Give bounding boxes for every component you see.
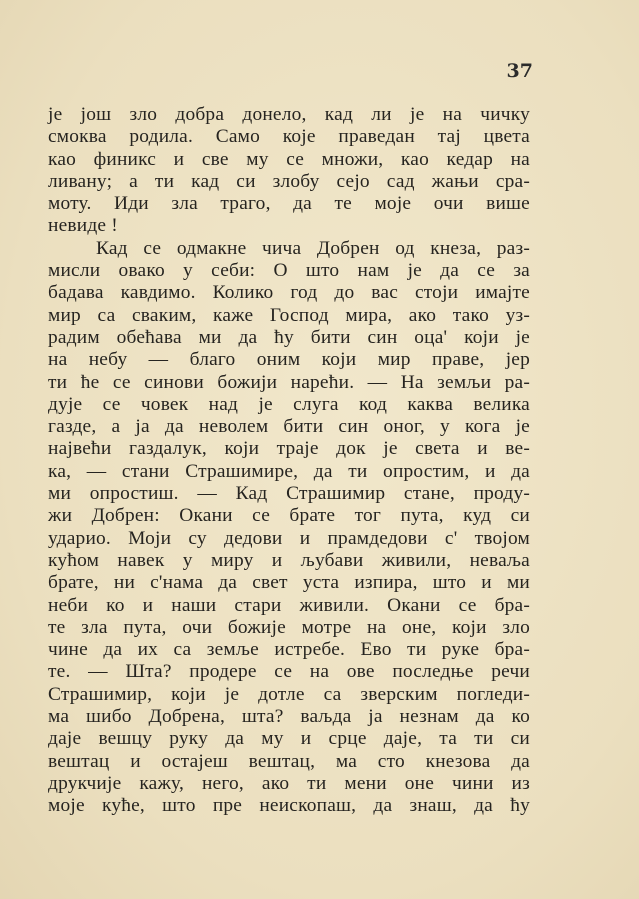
text-line: вештац и остајеш вештац, ма сто кнезова да	[48, 750, 530, 772]
text-line: смоква родила. Само које праведан тај цвета	[48, 126, 530, 148]
text-line: бадава кавдимо. Колико год до вас стоји имајте	[48, 282, 530, 304]
text-line: друкчије кажу, него, ако ти мени оне чини из	[48, 772, 530, 794]
text-line: моје куће, што пре неископаш, да знаш, да ћу	[48, 795, 530, 817]
text-line: ударио. Моји су дедови и прамдедови с' твојом	[48, 527, 530, 549]
text-line: мисли овако у себи: О што нам је да се за	[48, 260, 530, 282]
text-line: на небу — благо оним који мир праве, јер	[48, 349, 530, 371]
page-number: 37	[506, 60, 533, 82]
text-line: мир са сваким, каже Господ мира, ако тако уз-	[48, 304, 530, 326]
text-line: ми опростиш. — Кад Страшимир стане, проду-	[48, 483, 530, 505]
text-line: ма шибо Добрена, шта? ваљда ја незнам да ко	[48, 706, 530, 728]
text-line: газде, а ја да неволем бити син оног, у кога је	[48, 416, 530, 438]
body-text	[48, 104, 530, 818]
text-line: је још зло добра донело, кад ли је на чичку	[48, 104, 530, 125]
text-line: невиде !	[48, 215, 118, 237]
text-line: радим обећава ми да ћу бити син оца' који је	[48, 326, 530, 348]
text-line: неби ко и наши стари живили. Окани се бра-	[48, 594, 530, 616]
text-line: највећи газдалук, који траје док је света и ве-	[48, 438, 530, 460]
text-line: те зла пута, очи божије мотре на оне, који зло	[48, 616, 530, 638]
text-line: дује се човек над је слуга код каква велика	[48, 393, 530, 415]
text-line: ливану; а ти кад си злобу сејо сад жањи сра-	[48, 170, 530, 192]
text-line: моту. Иди зла траго, да те моје очи више	[48, 193, 530, 215]
text-line: даје вешцу руку да му и срце даје, та ти си	[48, 728, 530, 750]
text-line: чине да их са земље истребе. Ево ти руке бра-	[48, 639, 530, 661]
text-line: жи Добрен: Окани се брате тог пута, куд си	[48, 505, 530, 527]
text-line: Кад се одмакне чича Добрен од кнеза, раз-	[96, 237, 530, 259]
text-line: ка, — стани Страшимире, да ти опростим, и да	[48, 460, 530, 482]
text-line: ти ће се синови божији нарећи. — На земљи ра-	[48, 371, 530, 393]
text-line: као финикс и све му се множи, као кедар на	[48, 148, 530, 170]
text-line: Страшимир, који је дотле са зверским погледи-	[48, 683, 530, 705]
text-line: те. — Шта? продере се на ове последње речи	[48, 661, 530, 683]
text-line: брате, ни с'нама да свет уста изпира, што и ми	[48, 572, 530, 594]
text-line: кућом навек у миру и љубави живили, неваља	[48, 549, 530, 571]
